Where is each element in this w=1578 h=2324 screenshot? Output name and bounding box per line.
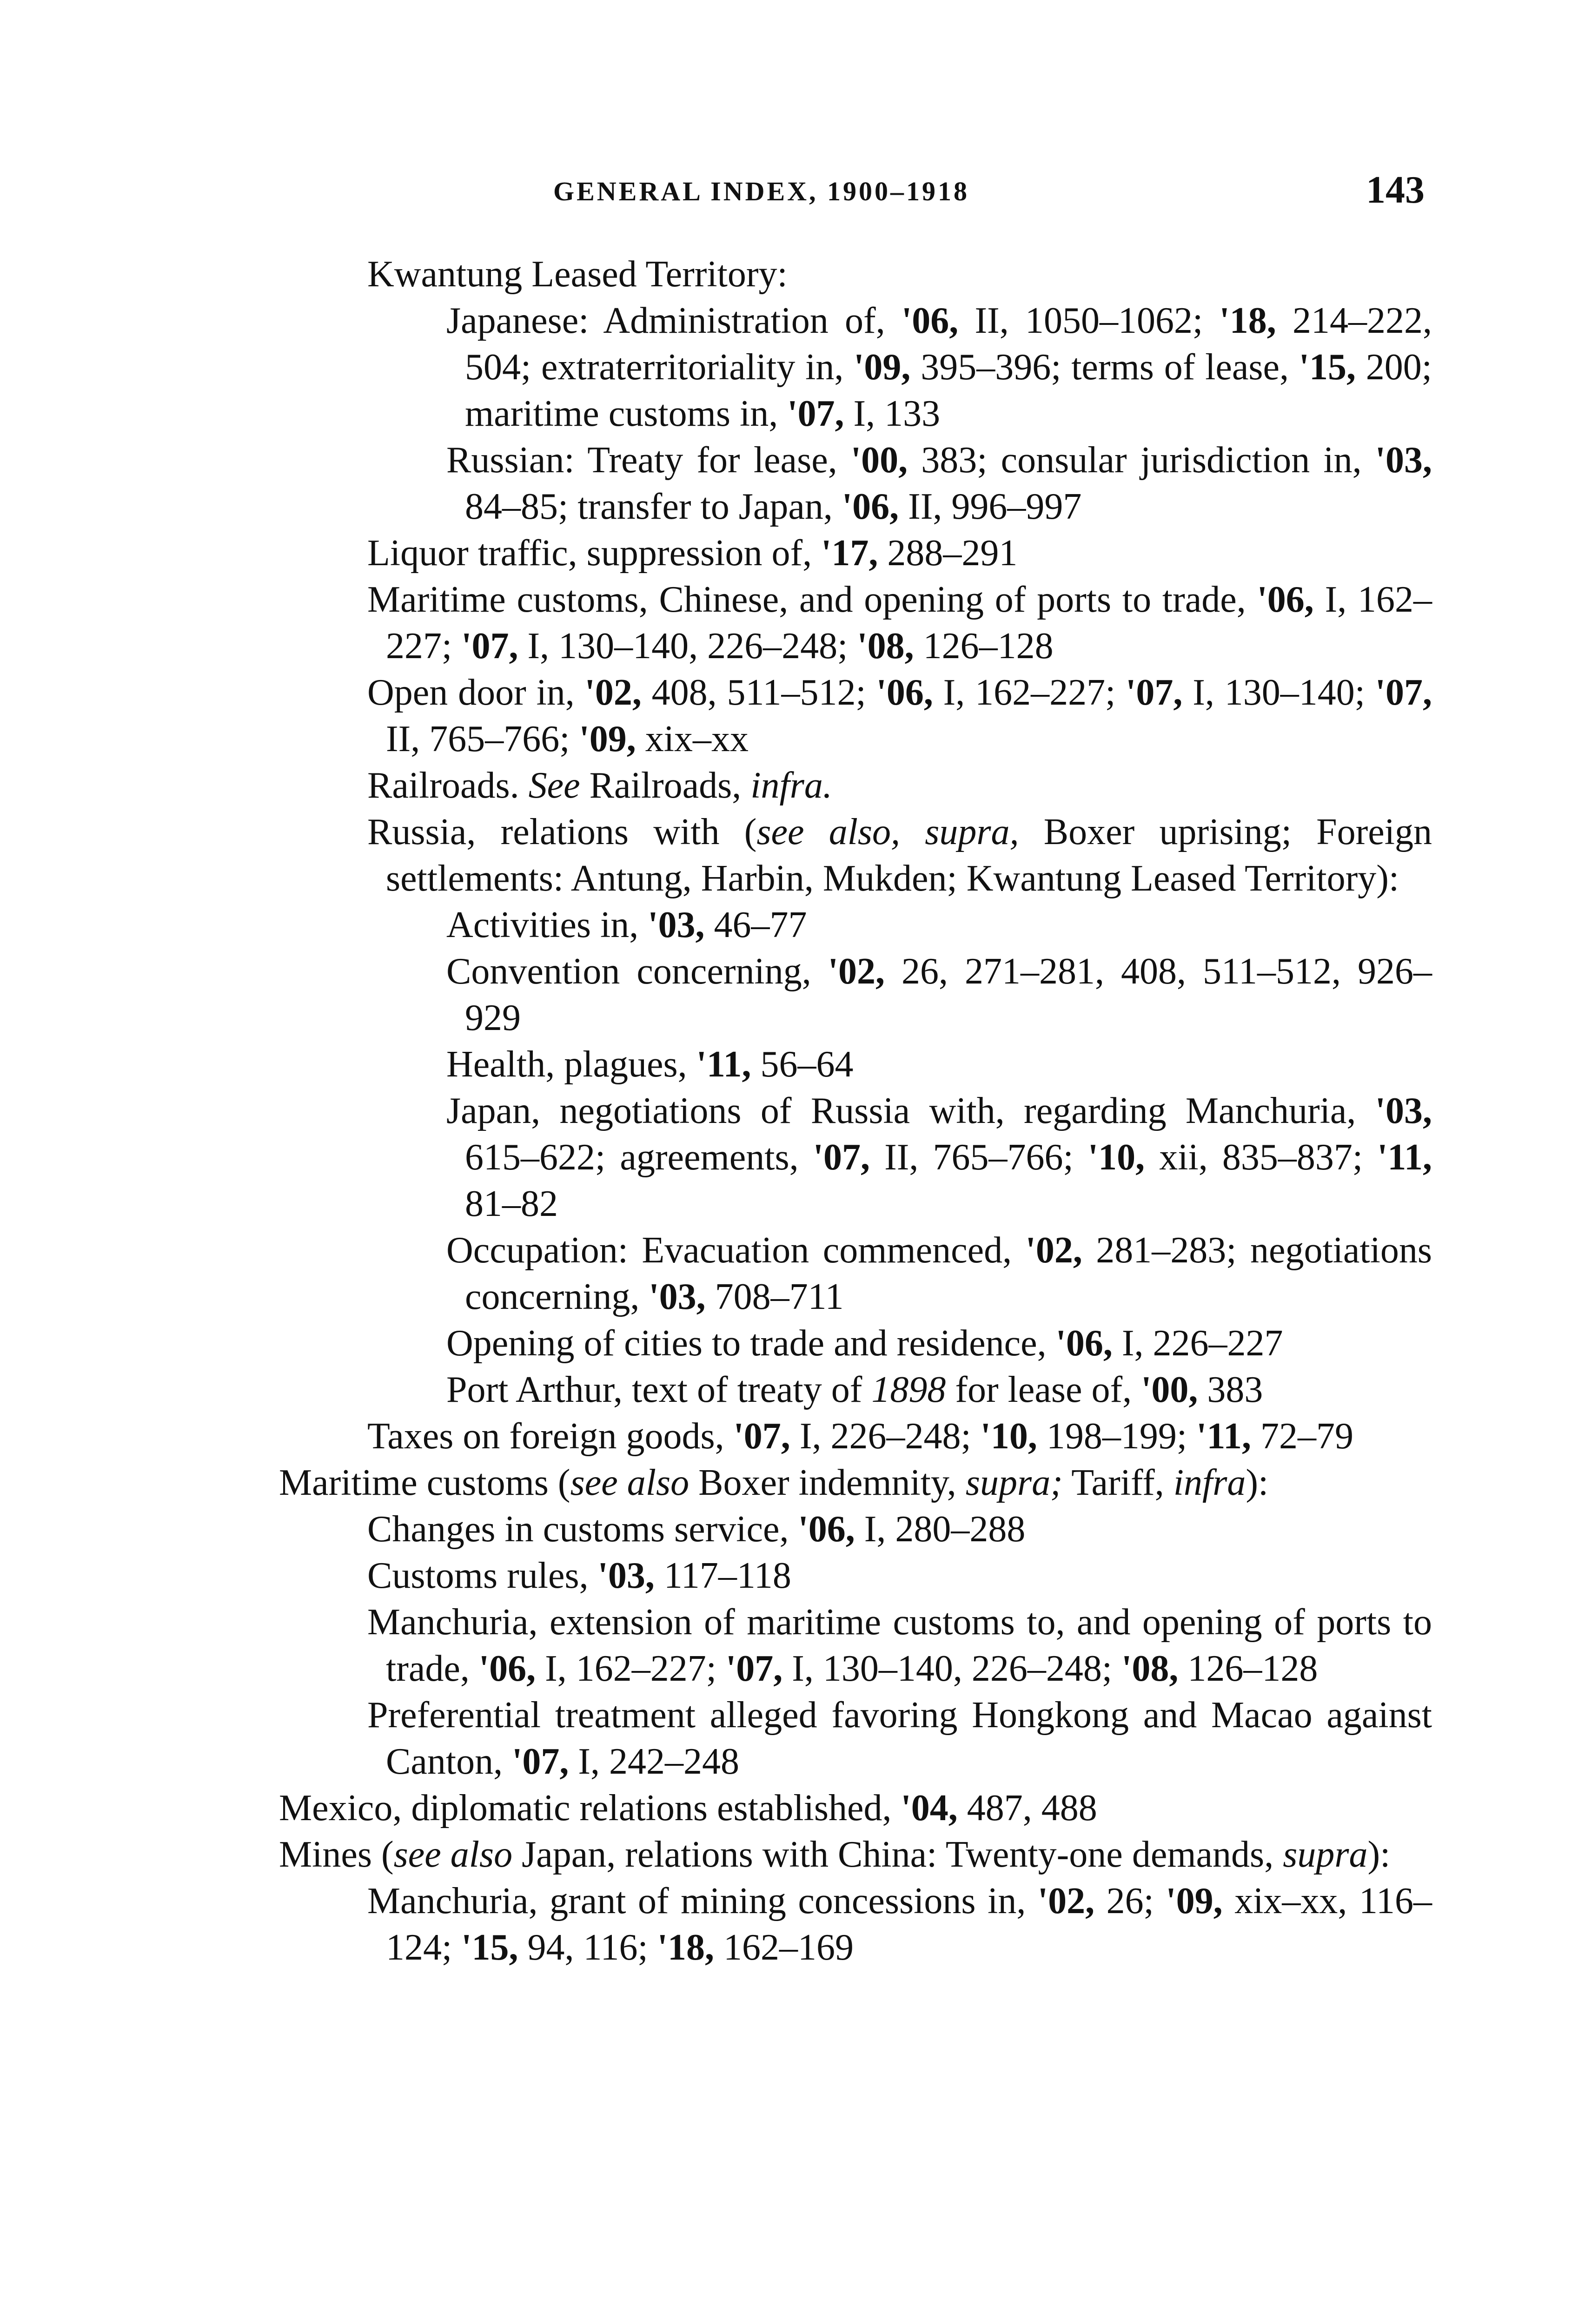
index-entry: [367, 251, 1432, 297]
entry-text: ):: [1367, 1834, 1391, 1875]
page-header: [279, 167, 1425, 223]
entry-text: '08,: [857, 626, 914, 667]
entry-text: '03,: [597, 1555, 655, 1596]
entry-text: Japan, relations with China: Twenty-one demands,: [512, 1834, 1283, 1875]
entry-text: 615–622; agreements,: [465, 1137, 813, 1178]
entry-text: Boxer indemnity,: [689, 1462, 966, 1503]
entry-text: Preferential treatment alleged favoring Hongkong and Macao against Canton,: [367, 1695, 1432, 1782]
entry-text: 288–291: [878, 533, 1018, 574]
entry-text: Health, plagues,: [446, 1044, 696, 1085]
entry-text: Boxer uprising; Foreign settlements: Antung, Harbin, Mukden; Kwantung Leased Territory):: [386, 812, 1432, 899]
entry-text: '07,: [787, 393, 844, 434]
entry-text: Port Arthur, text of treaty of: [446, 1369, 872, 1410]
entry-text: '06,: [1257, 579, 1314, 620]
entry-text: '03,: [1375, 440, 1432, 481]
entry-text: See: [528, 765, 580, 806]
index-entry: [367, 576, 1432, 669]
entry-text: Convention concerning,: [446, 951, 828, 992]
index-entry: [367, 1692, 1432, 1785]
entry-text: I, 162–227;: [536, 1648, 726, 1689]
entry-text: '11,: [696, 1044, 751, 1085]
index-entry: [367, 809, 1432, 902]
entry-text: 26, 271–281, 408, 511–512, 926–929: [465, 951, 1432, 1038]
entry-text: 84–85; transfer to Japan,: [465, 486, 842, 527]
entry-text: '09,: [1166, 1881, 1223, 1921]
entry-text: '02,: [1025, 1230, 1082, 1271]
entry-text: Railroads.: [367, 765, 529, 806]
index-entry: [279, 1459, 1432, 1506]
index-entry: [446, 297, 1432, 437]
entry-text: Taxes on foreign goods,: [367, 1416, 734, 1457]
entry-text: 162–169: [714, 1927, 854, 1968]
entry-text: '10,: [980, 1416, 1037, 1457]
entry-text: '02,: [584, 672, 642, 713]
entry-text: I, 226–227: [1112, 1323, 1283, 1364]
index-entry: [367, 1506, 1432, 1552]
entry-text: infra.: [750, 765, 832, 806]
entry-text: II, 1050–1062;: [958, 300, 1220, 341]
entry-text: '09,: [579, 719, 636, 759]
index-entry: [446, 948, 1432, 1041]
entry-text: '07,: [733, 1416, 790, 1457]
entry-text: '11,: [1196, 1416, 1251, 1457]
entry-text: Liquor traffic, suppression of,: [367, 533, 822, 574]
entry-text: '06,: [876, 672, 933, 713]
entry-text: 117–118: [654, 1555, 791, 1596]
entry-text: '10,: [1087, 1137, 1145, 1178]
entry-text: Customs rules,: [367, 1555, 598, 1596]
entry-text: 56–64: [751, 1044, 854, 1085]
entry-text: Maritime customs, Chinese, and opening of ports to trade,: [367, 579, 1257, 620]
entry-text: see also: [393, 1834, 513, 1875]
entry-text: '07,: [461, 626, 518, 667]
entry-text: I, 242–248: [569, 1741, 739, 1782]
entry-text: I, 226–248;: [790, 1416, 981, 1457]
index-entry: [367, 669, 1432, 762]
entry-text: 81–82: [465, 1183, 558, 1224]
entry-text: '06,: [901, 300, 959, 341]
index-entry: [367, 1552, 1432, 1599]
index-entry: [446, 1320, 1432, 1367]
entry-text: ):: [1246, 1462, 1269, 1503]
index-entry: [367, 1878, 1432, 1971]
running-head: GENERAL INDEX, 1900–1918: [553, 176, 970, 206]
index-entry: [446, 437, 1432, 530]
entry-text: 46–77: [704, 905, 807, 945]
entry-text: 72–79: [1251, 1416, 1353, 1457]
entry-text: Opening of cities to trade and residence,: [446, 1323, 1056, 1364]
index-entry: [446, 1088, 1432, 1227]
entry-text: xix–xx, 116–124;: [386, 1881, 1432, 1968]
entry-text: '02,: [1037, 1881, 1095, 1921]
entry-text: Russian: Treaty for lease,: [446, 440, 851, 481]
entry-text: Activities in,: [446, 905, 648, 945]
entry-text: I, 130–140, 226–248;: [782, 1648, 1122, 1689]
entry-text: 408, 511–512;: [641, 672, 876, 713]
entry-text: Kwantung Leased Territory:: [367, 254, 788, 295]
entry-text: Tariff,: [1062, 1462, 1174, 1503]
entry-text: 1898: [871, 1369, 946, 1410]
entry-text: '09,: [854, 347, 911, 388]
entry-text: '00,: [1141, 1369, 1198, 1410]
entry-text: '15,: [461, 1927, 518, 1968]
index-entry: [279, 1785, 1432, 1831]
entry-text: Russia, relations with (: [367, 812, 757, 852]
index-entry: [367, 1599, 1432, 1692]
entry-text: '03,: [648, 905, 705, 945]
entry-text: Maritime customs (: [279, 1462, 570, 1503]
entry-text: '17,: [821, 533, 878, 574]
entry-text: I, 133: [844, 393, 941, 434]
entry-text: '07,: [1126, 672, 1183, 713]
index-entry: [446, 1367, 1432, 1413]
entry-text: Japanese: Administration of,: [446, 300, 902, 341]
entry-text: II, 765–766;: [869, 1137, 1088, 1178]
entry-text: I, 130–140;: [1182, 672, 1375, 713]
entry-text: '06,: [842, 486, 899, 527]
entry-text: Japan, negotiations of Russia with, regarding Manchuria,: [446, 1090, 1375, 1131]
entry-text: 214–222, 504; extraterritoriality in,: [465, 300, 1432, 388]
entry-text: 383; consular jurisdiction in,: [908, 440, 1375, 481]
entry-text: Railroads,: [580, 765, 751, 806]
entry-text: for lease of,: [946, 1369, 1141, 1410]
entry-text: Occupation: Evacuation commenced,: [446, 1230, 1026, 1271]
index-entry: [367, 1413, 1432, 1459]
entry-text: '18,: [1219, 300, 1276, 341]
index-entry: [446, 902, 1432, 948]
entry-text: 126–128: [1178, 1648, 1318, 1689]
entry-text: '07,: [1375, 672, 1432, 713]
entry-text: 708–711: [705, 1276, 844, 1317]
entry-text: '07,: [512, 1741, 569, 1782]
entry-text: 198–199;: [1037, 1416, 1197, 1457]
entry-text: '03,: [649, 1276, 706, 1317]
entry-text: 281–283; negotiations concerning,: [465, 1230, 1432, 1317]
entry-text: '06,: [1055, 1323, 1113, 1364]
entry-text: infra: [1173, 1462, 1246, 1503]
entry-text: Mexico, diplomatic relations established,: [279, 1788, 901, 1829]
entry-text: II, 765–766;: [386, 719, 579, 759]
entry-text: Open door in,: [367, 672, 585, 713]
index-body: [0, 251, 1432, 1971]
index-entry: [367, 762, 1432, 809]
entry-text: I, 280–288: [855, 1509, 1026, 1550]
entry-text: '08,: [1121, 1648, 1179, 1689]
entry-text: I, 162–227;: [386, 579, 1432, 667]
entry-text: 126–128: [914, 626, 1054, 667]
entry-text: 487, 488: [957, 1788, 1097, 1829]
entry-text: I, 130–140, 226–248;: [518, 626, 857, 667]
index-entry: [446, 1041, 1432, 1088]
entry-text: '06,: [798, 1509, 855, 1550]
entry-text: 383: [1198, 1369, 1263, 1410]
entry-text: '06,: [478, 1648, 536, 1689]
entry-text: '18,: [657, 1927, 714, 1968]
entry-text: 395–396; terms of lease,: [910, 347, 1299, 388]
entry-text: '02,: [828, 951, 885, 992]
entry-text: '11,: [1377, 1137, 1432, 1178]
entry-text: xix–xx: [636, 719, 749, 759]
index-entry: [367, 530, 1432, 576]
entry-text: '07,: [726, 1648, 783, 1689]
entry-text: supra: [1283, 1834, 1368, 1875]
entry-text: '07,: [813, 1137, 870, 1178]
page-number: 143: [1366, 168, 1425, 211]
index-entry: [446, 1227, 1432, 1320]
entry-text: Changes in customs service,: [367, 1509, 798, 1550]
entry-text: '15,: [1299, 347, 1356, 388]
entry-text: I, 162–227;: [933, 672, 1126, 713]
entry-text: 200; maritime customs in,: [465, 347, 1432, 434]
entry-text: supra;: [965, 1462, 1063, 1503]
index-entry: [279, 1831, 1432, 1878]
entry-text: '00,: [850, 440, 908, 481]
entry-text: xii, 835–837;: [1145, 1137, 1378, 1178]
entry-text: II, 996–997: [899, 486, 1082, 527]
entry-text: Manchuria, extension of maritime customs to, and opening of ports to trade,: [367, 1602, 1432, 1689]
entry-text: 94, 116;: [518, 1927, 657, 1968]
entry-text: Mines (: [279, 1834, 394, 1875]
entry-text: '03,: [1375, 1090, 1432, 1131]
entry-text: 26;: [1094, 1881, 1166, 1921]
entry-text: see also, supra,: [756, 812, 1019, 852]
entry-text: Manchuria, grant of mining concessions in,: [367, 1881, 1038, 1921]
entry-text: '04,: [901, 1788, 958, 1829]
entry-text: see also: [570, 1462, 690, 1503]
